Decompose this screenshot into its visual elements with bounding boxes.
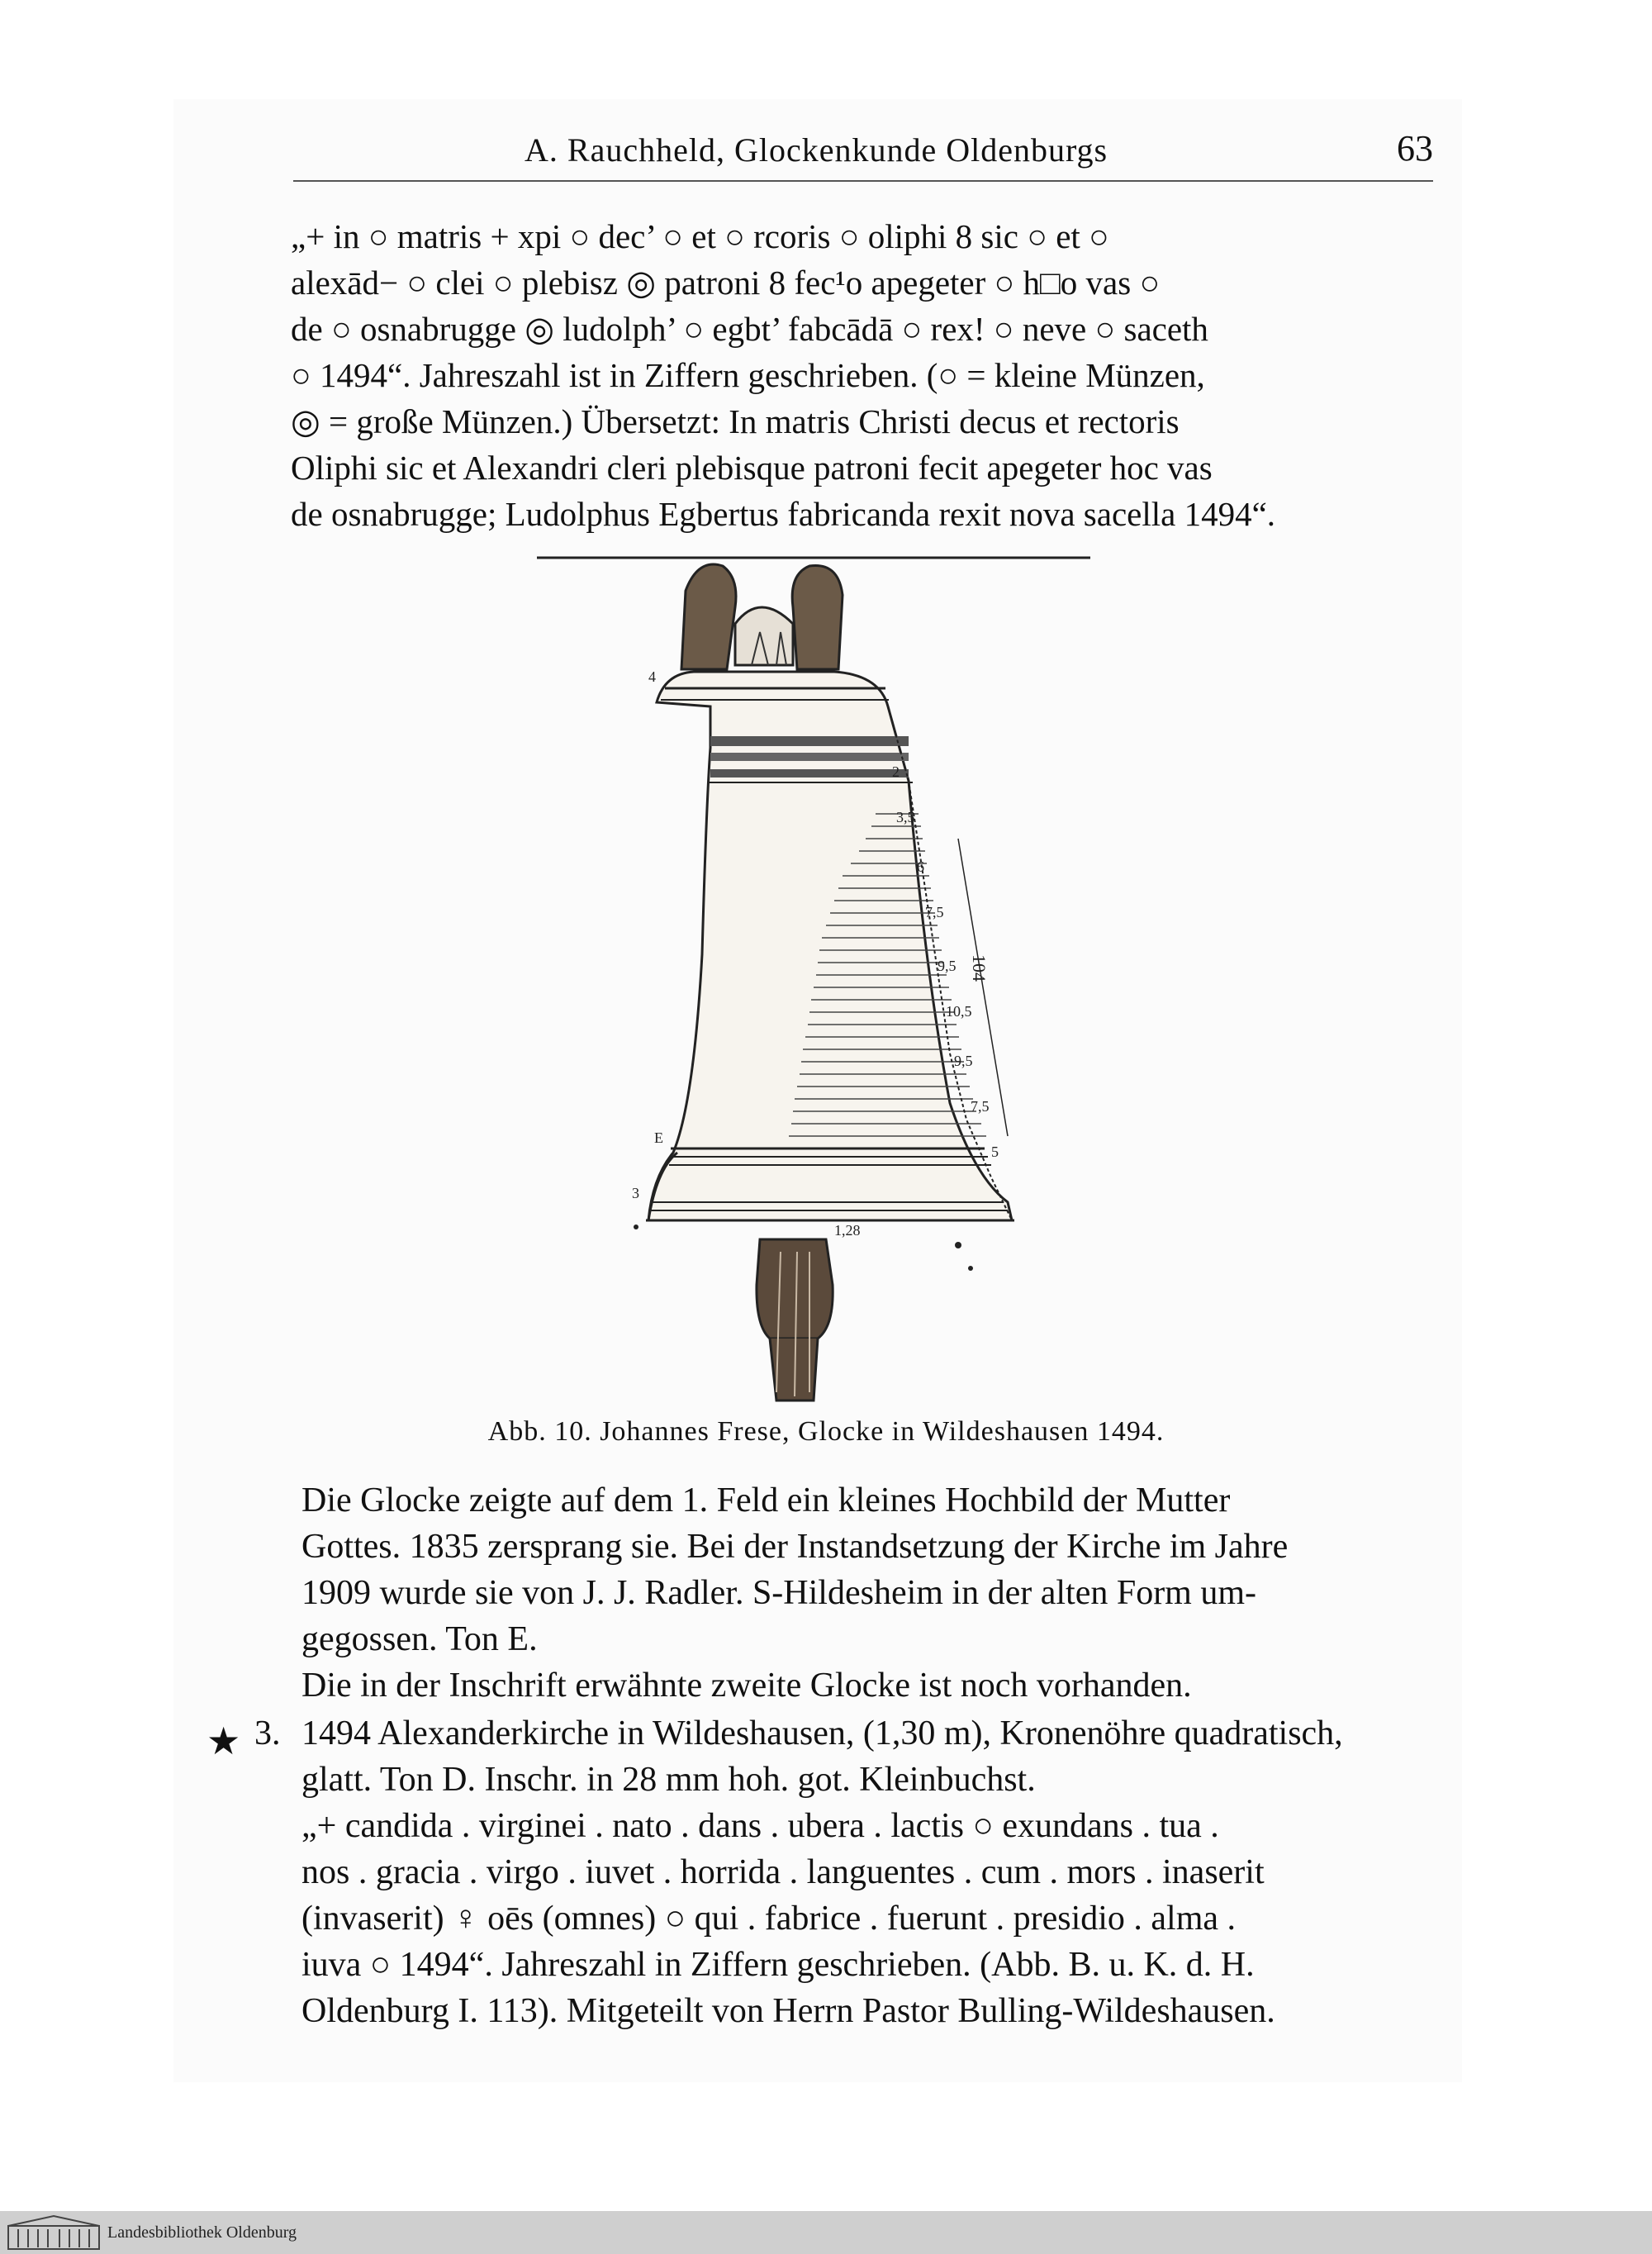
text-line: de osnabrugge; Ludolphus Egbertus fabricanda rexit nova sacella 1494“. [291, 495, 1276, 533]
entry-3 [254, 1710, 1437, 2034]
text-line: 1494 Alexanderkirche in Wildeshausen, (1,30 m), Kronenöhre quadratisch, [301, 1714, 1343, 1752]
label-10-5: 10,5 [946, 1003, 972, 1020]
label-9-5b: 9,5 [954, 1053, 973, 1069]
text-line: de ○ osnabrugge ◎ ludolph’ ○ egbt’ fabcādā ○ rex! ○ neve ○ saceth [291, 310, 1208, 348]
text-line: ○ 1494“. Jahreszahl ist in Ziffern geschrieben. (○ = kleine Münzen, [291, 356, 1205, 394]
library-name: Landesbibliothek Oldenburg [107, 2223, 297, 2242]
figure-caption: Abb. 10. Johannes Frese, Glocke in Wildeshausen 1494. [487, 1416, 1165, 1447]
label-6: 6 [917, 858, 924, 875]
clapper [757, 1239, 833, 1400]
label-7-5b: 7,5 [971, 1098, 990, 1115]
text-line: Gottes. 1835 zersprang sie. Bei der Instandsetzung der Kirche im Jahre [301, 1528, 1289, 1566]
bell-illustration [463, 541, 1173, 1409]
library-building-icon [7, 2214, 102, 2251]
text-line: iuva ○ 1494“. Jahreszahl in Ziffern geschrieben. (Abb. B. u. K. d. H. [301, 1946, 1255, 1984]
page-number: 63 [1397, 128, 1433, 169]
star-marker: ★ [206, 1720, 241, 1762]
entry-number: 3. [254, 1714, 281, 1752]
text-line: gegossen. Ton E. [301, 1620, 538, 1658]
library-footer [0, 2211, 1652, 2254]
text-line: 1909 wurde sie von J. J. Radler. S-Hildesheim in der alten Form um- [301, 1574, 1257, 1612]
label-5: 5 [991, 1144, 999, 1160]
label-1-28: 1,28 [834, 1222, 861, 1239]
text-line: alexād− ○ clei ○ plebisz ◎ patroni 8 fec¹o apegeter ○ h□o vas ○ [291, 264, 1161, 302]
label-7-5a: 7,5 [925, 904, 944, 920]
running-header [293, 124, 1433, 174]
label-3-5: 3,5 [896, 809, 915, 825]
text-line: nos . gracia . virgo . iuvet . horrida . languentes . cum . mors . inaserit [301, 1853, 1265, 1891]
label-4: 4 [648, 668, 656, 685]
text-line: „+ in ○ matris + xpi ○ dec’ ○ et ○ rcoris ○ oliphi 8 sic ○ et ○ [291, 217, 1109, 255]
text-line: Die in der Inschrift erwähnte zweite Glocke ist noch vorhanden. [301, 1667, 1192, 1705]
label-104: 104 [969, 954, 990, 982]
text-line: ◎ = große Münzen.) Übersetzt: In matris Christi decus et rectoris [291, 402, 1180, 440]
label-2: 2 [892, 763, 900, 780]
text-line: „+ candida . virginei . nato . dans . ubera . lactis ○ exundans . tua . [301, 1807, 1219, 1845]
paragraph-restoration [301, 1477, 1437, 1709]
text-line: glatt. Ton D. Inschr. in 28 mm hoh. got. Kleinbuchst. [301, 1761, 1036, 1799]
text-line: Oldenburg I. 113). Mitgeteilt von Herrn Pastor Bulling-Wildeshausen. [301, 1992, 1275, 2030]
text-line: (invaserit) ♀ oēs (omnes) ○ qui . fabrice . fuerunt . presidio . alma . [301, 1900, 1237, 1938]
label-e: E [654, 1129, 663, 1146]
text-line: Die Glocke zeigte auf dem 1. Feld ein kleines Hochbild der Mutter [301, 1481, 1231, 1519]
label-3: 3 [632, 1185, 639, 1201]
text-line: Oliphi sic et Alexandri cleri plebisque patroni fecit apegeter hoc vas [291, 449, 1213, 487]
label-9-5a: 9,5 [938, 958, 957, 974]
bell-crown [681, 564, 843, 669]
header-rule [293, 180, 1433, 182]
inscription-block [291, 213, 1427, 537]
running-title: A. Rauchheld, Glockenkunde Oldenburgs [525, 131, 1108, 169]
